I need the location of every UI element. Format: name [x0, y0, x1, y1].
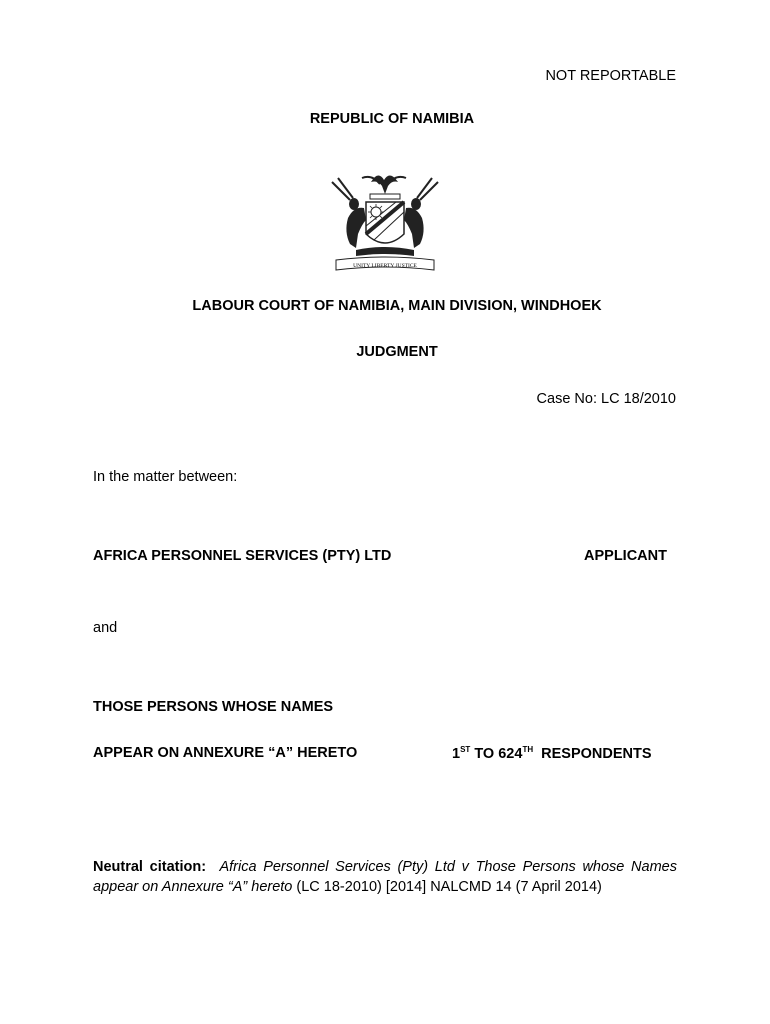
court-heading: LABOUR COURT OF NAMIBIA, MAIN DIVISION, WINDHOEK	[192, 298, 602, 314]
respondent-role-first-sup: ST	[460, 745, 471, 754]
judgment-heading: JUDGMENT	[356, 344, 438, 360]
case-number: Case No: LC 18/2010	[536, 391, 676, 407]
parties-conjunction: and	[93, 620, 118, 636]
respondent-name-line1: THOSE PERSONS WHOSE NAMES	[93, 699, 334, 715]
applicant-name: AFRICA PERSONNEL SERVICES (PTY) LTD	[93, 548, 392, 564]
citation-reference: (LC 18-2010) [2014] NALCMD 14 (7 April 2014)	[296, 879, 602, 895]
matter-intro: In the matter between:	[93, 469, 238, 485]
applicant-role: APPLICANT	[584, 548, 667, 564]
respondent-name-line2: APPEAR ON ANNEXURE “A” HERETO	[93, 745, 358, 761]
not-reportable-label: NOT REPORTABLE	[545, 68, 676, 84]
respondent-role-first: 1	[452, 746, 461, 762]
motto-text: UNITY LIBERTY JUSTICE	[353, 263, 417, 269]
respondent-role-last-sup: TH	[522, 745, 534, 754]
neutral-citation	[93, 857, 677, 897]
respondent-role-suffix: RESPONDENTS	[533, 746, 652, 762]
republic-heading: REPUBLIC OF NAMIBIA	[309, 111, 475, 127]
citation-case-name: Africa Personnel Services (Pty) Ltd v Those Persons whose Names appear on Annexure “A” hereto	[93, 859, 677, 895]
citation-label: Neutral citation:	[93, 859, 207, 875]
respondent-role-to: TO 624	[470, 746, 523, 762]
namibia-coat-of-arms-icon	[326, 160, 444, 278]
respondent-role	[452, 745, 652, 762]
